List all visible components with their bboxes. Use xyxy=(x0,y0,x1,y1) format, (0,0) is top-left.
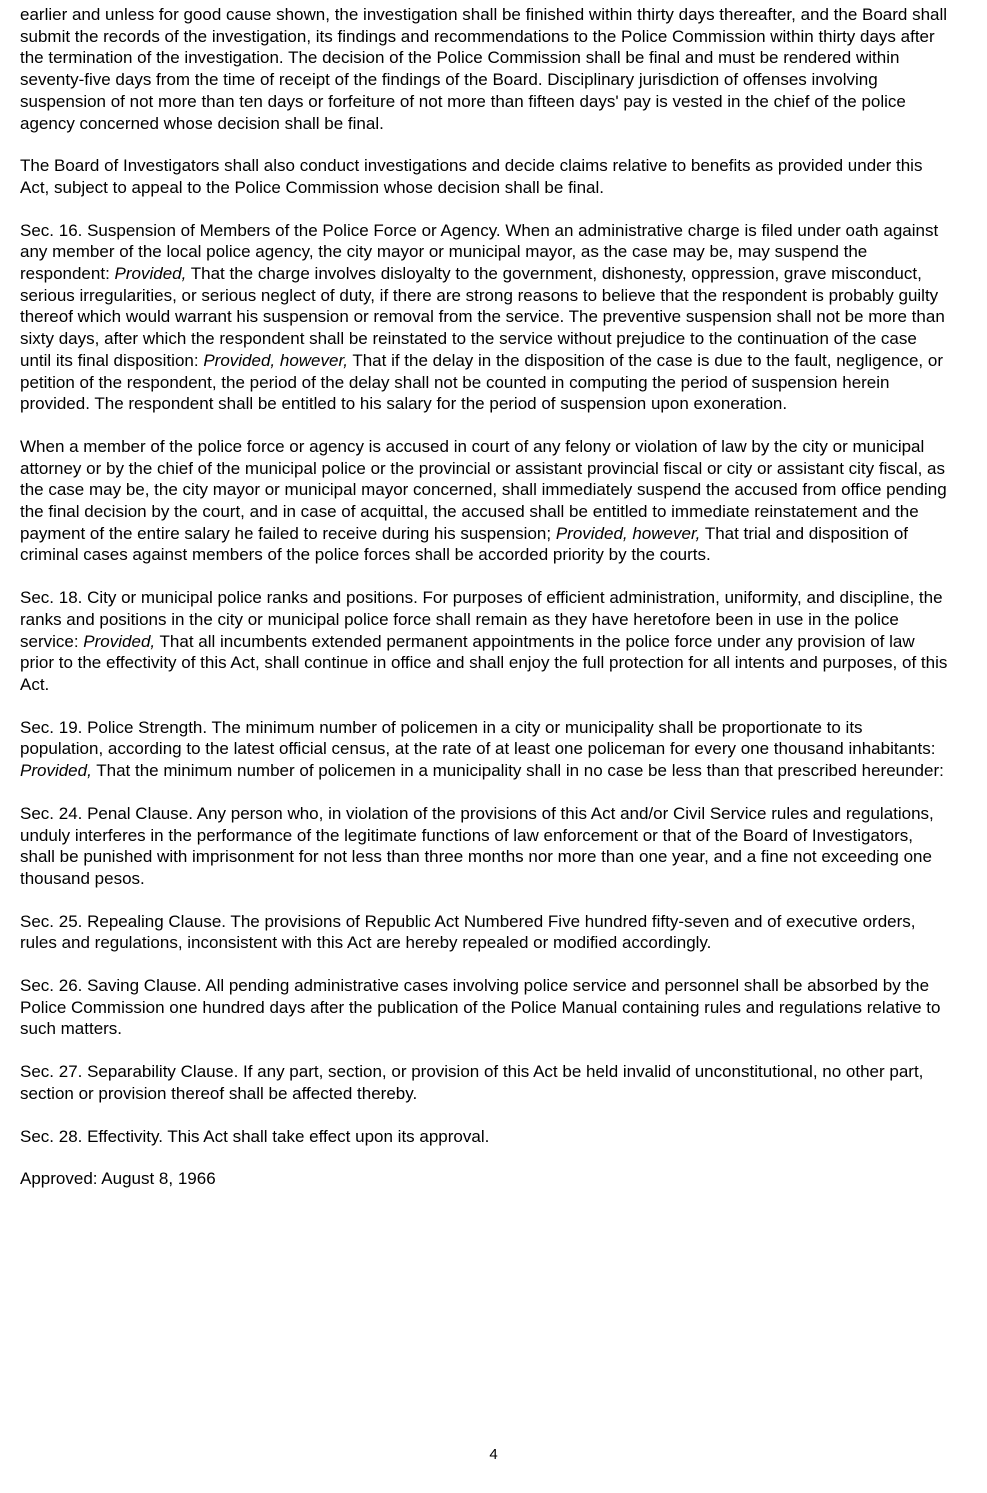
paragraph-sec-28 xyxy=(20,1126,950,1148)
text-run: Sec. 19. Police Strength. The minimum number of policemen in a city or municipality shall be proportionate to its population, according to the latest official census, at the rate of at least one policeman for every one thousand inhabitants: xyxy=(20,717,936,759)
text-run: Sec. 26. Saving Clause. All pending administrative cases involving police service and personnel shall be absorbed by the Police Commission one hundred days after the publication of the Police Manual containing rules and regulations relative to such matters. xyxy=(20,976,941,1039)
paragraph-p-board-claims xyxy=(20,155,950,198)
proviso-italic: Provided, xyxy=(114,264,187,284)
paragraph-sec-27 xyxy=(20,1061,950,1104)
text-run: That the minimum number of policemen in a municipality shall in no case be less than that prescribed hereunder: xyxy=(91,761,944,781)
text-run: Sec. 28. Effectivity. This Act shall take effect upon its approval. xyxy=(20,1126,490,1146)
paragraph-p-continuation xyxy=(20,4,950,134)
text-run: That the charge involves disloyalty to the government, dishonesty, oppression, grave misconduct, serious irregularities, or serious neglect of duty, if there are strong reasons to believe that the respondent is probably guilty thereof which would warrant his suspension or removal from the service. The preventive suspension shall not be more than sixty days, after which the respondent shall be reinstated to the service without prejudice to the continuation of the case until its final disposition: xyxy=(20,264,945,370)
paragraph-sec-25 xyxy=(20,911,950,954)
paragraph-sec-16 xyxy=(20,220,950,415)
text-run: That if the delay in the disposition of the case is due to the fault, negligence, or petition of the respondent, the period of the delay shall not be counted in computing the period of suspension herein provided. The respondent shall be entitled to his salary for the period of suspension upon exoneration. xyxy=(20,350,943,414)
paragraph-approved xyxy=(20,1168,950,1190)
text-run: Sec. 27. Separability Clause. If any part, section, or provision of this Act be held invalid of unconstitutional, no other part, section or provision thereof shall be affected thereby. xyxy=(20,1062,924,1103)
paragraph-p-court-felony xyxy=(20,436,950,566)
paragraph-sec-18 xyxy=(20,587,950,696)
paragraph-sec-26 xyxy=(20,975,950,1040)
text-run: When a member of the police force or agency is accused in court of any felony or violation of law by the city or municipal attorney or by the chief of the municipal police or the provincial or assistant provincial fiscal or city or assistant city fiscal, as the case may be, the city mayor or municipal mayor concerned, shall immediately suspend the accused from office pending the final decision by the court, and in case of acquittal, the accused shall be entitled to immediate reinstatement and the payment of the entire salary he failed to receive during his suspension; xyxy=(20,436,947,543)
document-page xyxy=(20,4,950,1211)
proviso-italic: Provided, however, xyxy=(555,523,701,543)
page-number: 4 xyxy=(489,1446,498,1463)
document-body xyxy=(20,4,950,1190)
paragraph-sec-24 xyxy=(20,803,950,890)
text-run: Approved: August 8, 1966 xyxy=(20,1169,216,1189)
proviso-italic: Provided, however, xyxy=(203,350,348,370)
text-run: That all incumbents extended permanent appointments in the police force under any provision of law prior to the effectivity of this Act, shall continue in office and shall enjoy the full protection for all intents and purposes, of this Act. xyxy=(20,631,948,694)
text-run: The Board of Investigators shall also conduct investigations and decide claims relative to benefits as provided under this Act, subject to appeal to the Police Commission whose decision shall be final. xyxy=(20,156,923,197)
proviso-italic: Provided, xyxy=(83,631,156,651)
text-run: That trial and disposition of criminal cases against members of the police forces shall be accorded priority by the courts. xyxy=(20,523,908,565)
text-run: Sec. 24. Penal Clause. Any person who, in violation of the provisions of this Act and/or Civil Service rules and regulations, unduly interferes in the performance of the legitimate functions of law enforcement or that of the Board of Investigators, shall be punished with imprisonment for not less than three months nor more than one year, and a fine not exceeding one thousand pesos. xyxy=(20,803,934,888)
text-run: Sec. 16. Suspension of Members of the Police Force or Agency. When an administrative charge is filed under oath against any member of the local police agency, the city mayor or municipal mayor, as the case may be, may suspend the respondent: xyxy=(20,220,939,284)
text-run: Sec. 18. City or municipal police ranks and positions. For purposes of efficient administration, uniformity, and discipline, the ranks and positions in the city or municipal police force shall remain as they have heretofore been in use in the police service: xyxy=(20,588,943,651)
paragraph-sec-19 xyxy=(20,717,950,782)
text-run: earlier and unless for good cause shown, the investigation shall be finished within thirty days thereafter, and the Board shall submit the records of the investigation, its findings and recommendations to the Police Commission within thirty days after the termination of the investigation. The decision of the Police Commission shall be final and must be rendered within seventy-five days from the time of receipt of the findings of the Board. Disciplinary jurisdiction of offenses involving suspension of not more than ten days or forfeiture of not more than fifteen days' pay is vested in the chief of the police agency concerned whose decision shall be final. xyxy=(20,5,948,133)
proviso-italic: Provided, xyxy=(20,761,92,781)
text-run: Sec. 25. Repealing Clause. The provisions of Republic Act Numbered Five hundred fifty-seven and of executive orders, rules and regulations, inconsistent with this Act are hereby repealed or modified accordingly. xyxy=(20,911,916,953)
